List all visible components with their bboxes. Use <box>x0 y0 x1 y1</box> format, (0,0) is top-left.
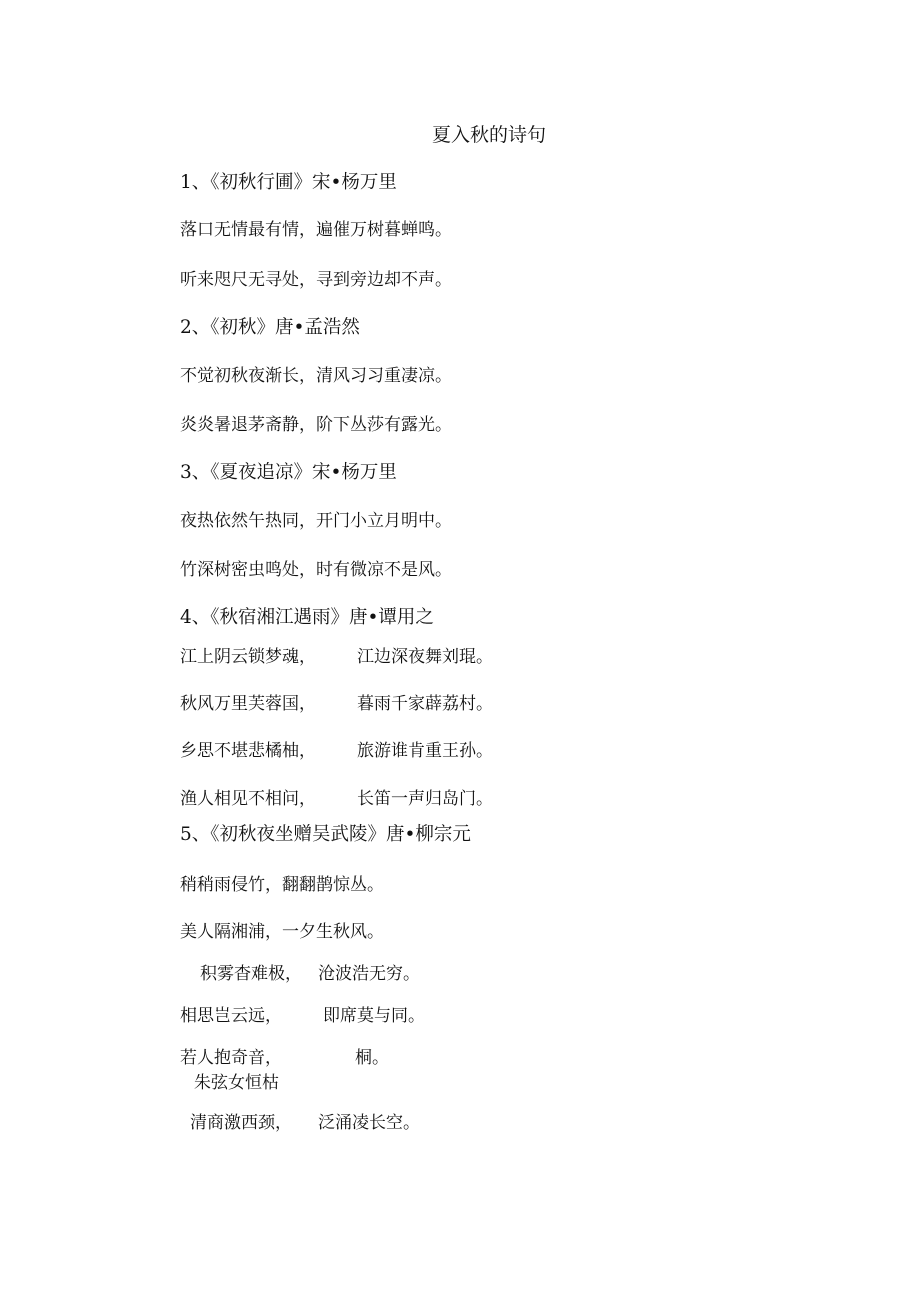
couplet-first-half: 积雾杳难极， <box>200 964 302 984</box>
couplet-first-half: 若人抱奇音， <box>180 1048 282 1068</box>
couplet-second-half: 暮雨千家薜荔村。 <box>357 694 493 714</box>
poem-line: 听来咫尺无寻处，寻到旁边却不声。 <box>180 270 452 290</box>
poem-line: 炎炎暑退茅斋静，阶下丛莎有露光。 <box>180 415 452 435</box>
poem-heading: 5、《初秋夜坐赠吴武陵》唐•柳宗元 <box>180 824 471 845</box>
couplet-second-half: 江边深夜舞刘琨。 <box>357 647 493 667</box>
couplet-second-half: 旅游谁肯重王孙。 <box>357 741 493 761</box>
couplet-second-half: 长笛一声归岛门。 <box>357 789 493 809</box>
couplet-second-half: 即席莫与同。 <box>323 1006 425 1026</box>
poem-heading: 1、《初秋行圃》宋•杨万里 <box>180 172 397 193</box>
couplet-first-half: 相思岂云远， <box>180 1006 282 1026</box>
couplet-second-half: 泛涌凌长空。 <box>318 1113 420 1133</box>
poem-line: 稍稍雨侵竹，翻翻鹊惊丛。 <box>180 875 384 895</box>
page-title: 夏入秋的诗句 <box>432 124 547 146</box>
couplet-first-half: 渔人相见不相问， <box>180 789 316 809</box>
poem-line: 竹深树密虫鸣处，时有微凉不是风。 <box>180 560 452 580</box>
poem-heading: 3、《夏夜追凉》宋•杨万里 <box>180 462 397 483</box>
couplet-first-half: 清商激西颈， <box>190 1113 292 1133</box>
couplet-first-half: 秋风万里芙蓉国， <box>180 694 316 714</box>
couplet-second-half: 桐。 <box>355 1048 389 1068</box>
poem-heading: 2、《初秋》唐•孟浩然 <box>180 317 360 338</box>
poem-heading: 4、《秋宿湘江遇雨》唐•谭用之 <box>180 607 434 628</box>
displaced-fragment: 朱弦女恒枯 <box>194 1073 279 1093</box>
couplet-second-half: 沧波浩无穷。 <box>318 964 420 984</box>
couplet-first-half: 江上阴云锁梦魂， <box>180 647 316 667</box>
poem-line: 不觉初秋夜渐长，清风习习重凄凉。 <box>180 366 452 386</box>
poem-line: 美人隔湘浦，一夕生秋风。 <box>180 922 384 942</box>
couplet-first-half: 乡思不堪悲橘柚， <box>180 741 316 761</box>
poem-line: 落口无情最有情，遍催万树暮蝉鸣。 <box>180 220 452 240</box>
poem-line: 夜热依然午热同，开门小立月明中。 <box>180 511 452 531</box>
